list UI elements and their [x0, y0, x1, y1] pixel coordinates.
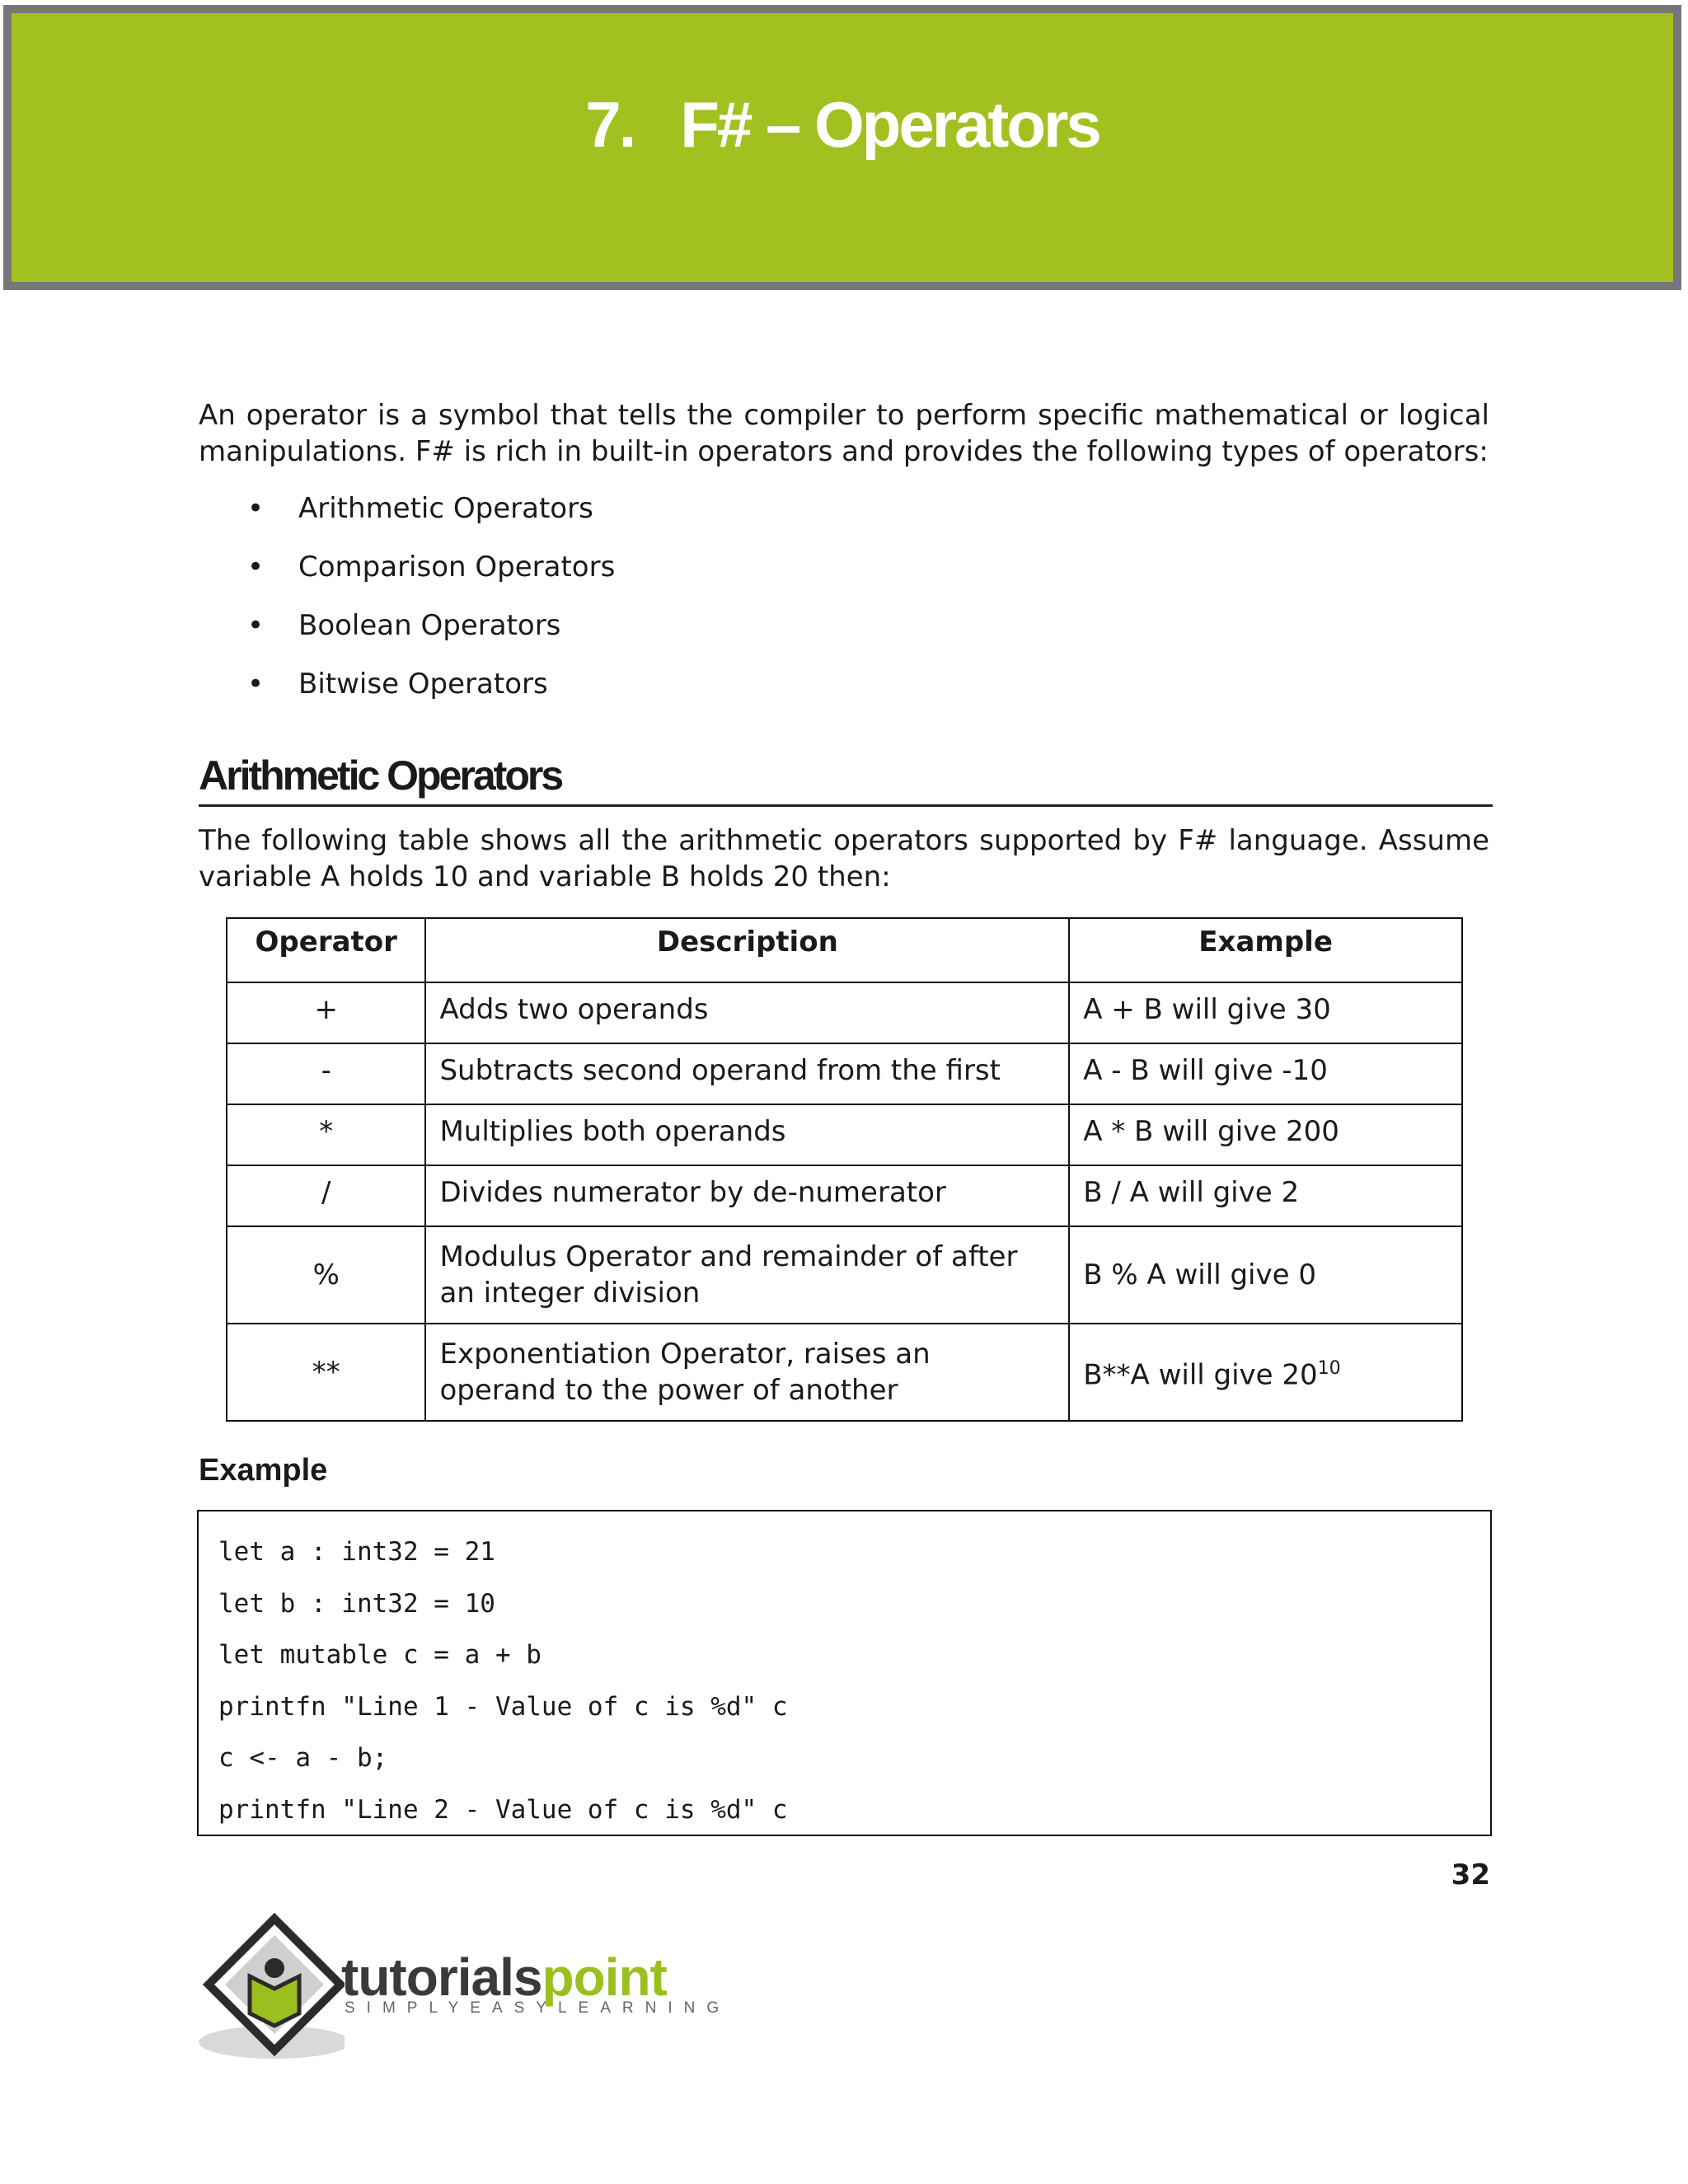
- logo-diamond-icon: [196, 1910, 345, 2067]
- page-number: 32: [1451, 1858, 1490, 1891]
- table-row: * Multiplies both operands A * B will give 200: [227, 1104, 1462, 1165]
- table-row: - Subtracts second operand from the first A - B will give -10: [227, 1043, 1462, 1104]
- logo-tagline: SIMPLYEASYLEARNING: [345, 1999, 731, 2017]
- section-title: Arithmetic Operators: [199, 752, 1493, 807]
- code-line: printfn "Line 2 - Value of c is %d" c: [218, 1794, 788, 1825]
- arithmetic-operators-table: [226, 917, 1463, 1422]
- table-row: / Divides numerator by de-numerator B / A will give 2: [227, 1165, 1462, 1226]
- header-example: Example: [1069, 918, 1462, 982]
- table-header-row: [227, 918, 1462, 982]
- table-row: + Adds two operands A + B will give 30: [227, 982, 1462, 1043]
- table-row: ** Exponentiation Operator, raises an operand to the power of another B**A will give $20^{10}$: [227, 1324, 1462, 1421]
- code-line: let mutable c = a + b: [218, 1640, 542, 1670]
- list-item: • Comparison Operators: [247, 551, 616, 583]
- chapter-title: 7. F# – Operators: [585, 88, 1100, 161]
- tutorialspoint-logo: [196, 1910, 731, 2067]
- logo-wordmark: tutorialspoint: [341, 1947, 667, 2007]
- code-line: c <- a - b;: [218, 1743, 388, 1773]
- list-item: • Arithmetic Operators: [247, 492, 593, 525]
- code-line: let b : int32 = 10: [218, 1588, 495, 1619]
- header-operator: Operator: [227, 918, 425, 982]
- code-line: let a : int32 = 21: [218, 1537, 495, 1567]
- code-line: printfn "Line 1 - Value of c is %d" c: [218, 1691, 788, 1722]
- list-item: • Bitwise Operators: [247, 668, 548, 701]
- intro-paragraph: An operator is a symbol that tells the compiler to perform specific mathematical or logical manipulations. F# is rich in built-in operators and provides the following types of operators:: [199, 399, 1489, 468]
- table-row: % Modulus Operator and remainder of after an integer division B % A will give 0: [227, 1226, 1462, 1324]
- example-title: Example: [199, 1453, 328, 1488]
- section-description: The following table shows all the arithmetic operators supported by F# language. Assume variable A holds 10 and variable B holds 20 then:: [199, 824, 1489, 893]
- list-item: • Boolean Operators: [247, 609, 561, 642]
- code-block: [197, 1510, 1492, 1836]
- operator-types-list: [246, 490, 615, 724]
- header-description: Description: [425, 918, 1069, 982]
- chapter-banner: [3, 5, 1681, 290]
